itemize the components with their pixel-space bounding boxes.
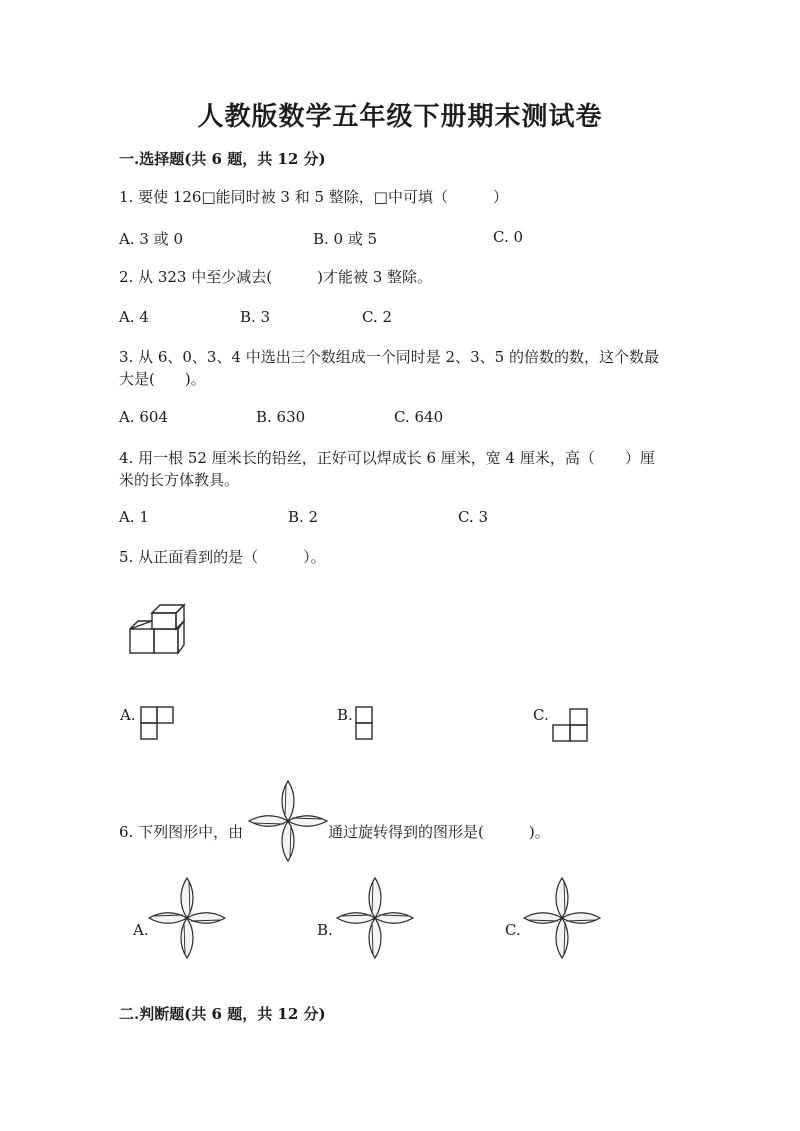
question-1: 1. 要使 126□能同时被 3 和 5 整除，□中可填（ ） xyxy=(119,188,508,206)
flower-option-a-icon xyxy=(148,878,226,958)
q3-option-c: C. 640 xyxy=(394,408,444,426)
view-shape-b-icon xyxy=(355,706,373,740)
rotation-flower-figure xyxy=(248,781,328,861)
q1-option-b: B. 0 或 5 xyxy=(313,230,378,248)
q6-option-b: B. xyxy=(317,921,333,939)
q4-option-b: B. 2 xyxy=(288,508,319,526)
q1-option-a: A. 3 或 0 xyxy=(119,230,183,248)
flower-option-b-icon xyxy=(336,878,414,958)
question-6-after: 通过旋转得到的图形是( )。 xyxy=(328,823,550,841)
q5-option-a: A. xyxy=(120,706,136,724)
question-3-line-1: 3. 从 6、0、3、4 中选出三个数组成一个同时是 2、3、5 的倍数的数，这个数最 xyxy=(119,348,659,366)
section-heading-judgment: 二.判断题(共 6 题，共 12 分) xyxy=(119,1005,326,1023)
section-heading-choice: 一.选择题(共 6 题，共 12 分) xyxy=(119,150,326,168)
q5-option-b: B. xyxy=(337,706,353,724)
question-4-line-2: 米的长方体教具。 xyxy=(119,471,240,489)
q4-option-a: A. 1 xyxy=(119,508,149,526)
q5-option-c: C. xyxy=(533,706,549,724)
flower-option-c-icon xyxy=(523,878,601,958)
q2-option-c: C. 2 xyxy=(362,308,393,326)
q1-option-c: C. 0 xyxy=(493,228,524,246)
q2-option-a: A. 4 xyxy=(119,308,149,326)
q4-option-c: C. 3 xyxy=(458,508,489,526)
q6-option-a: A. xyxy=(133,921,149,939)
q6-option-c: C. xyxy=(505,921,521,939)
q3-option-b: B. 630 xyxy=(256,408,306,426)
view-shape-c-icon xyxy=(552,708,588,742)
question-6-before: 6. 下列图形中，由 xyxy=(119,823,244,841)
question-4-line-1: 4. 用一根 52 厘米长的铅丝，正好可以焊成长 6 厘米，宽 4 厘米，高（ ）厘 xyxy=(119,449,655,467)
q2-option-b: B. 3 xyxy=(240,308,271,326)
view-shape-a-icon xyxy=(140,706,174,740)
cube-stack-figure xyxy=(128,603,188,655)
question-3-line-2: 大是( )。 xyxy=(119,370,206,388)
question-2: 2. 从 323 中至少减去( )才能被 3 整除。 xyxy=(119,268,433,286)
q3-option-a: A. 604 xyxy=(119,408,168,426)
page-title: 人教版数学五年级下册期末测试卷 xyxy=(197,102,603,132)
question-5: 5. 从正面看到的是（ ）。 xyxy=(119,548,326,566)
